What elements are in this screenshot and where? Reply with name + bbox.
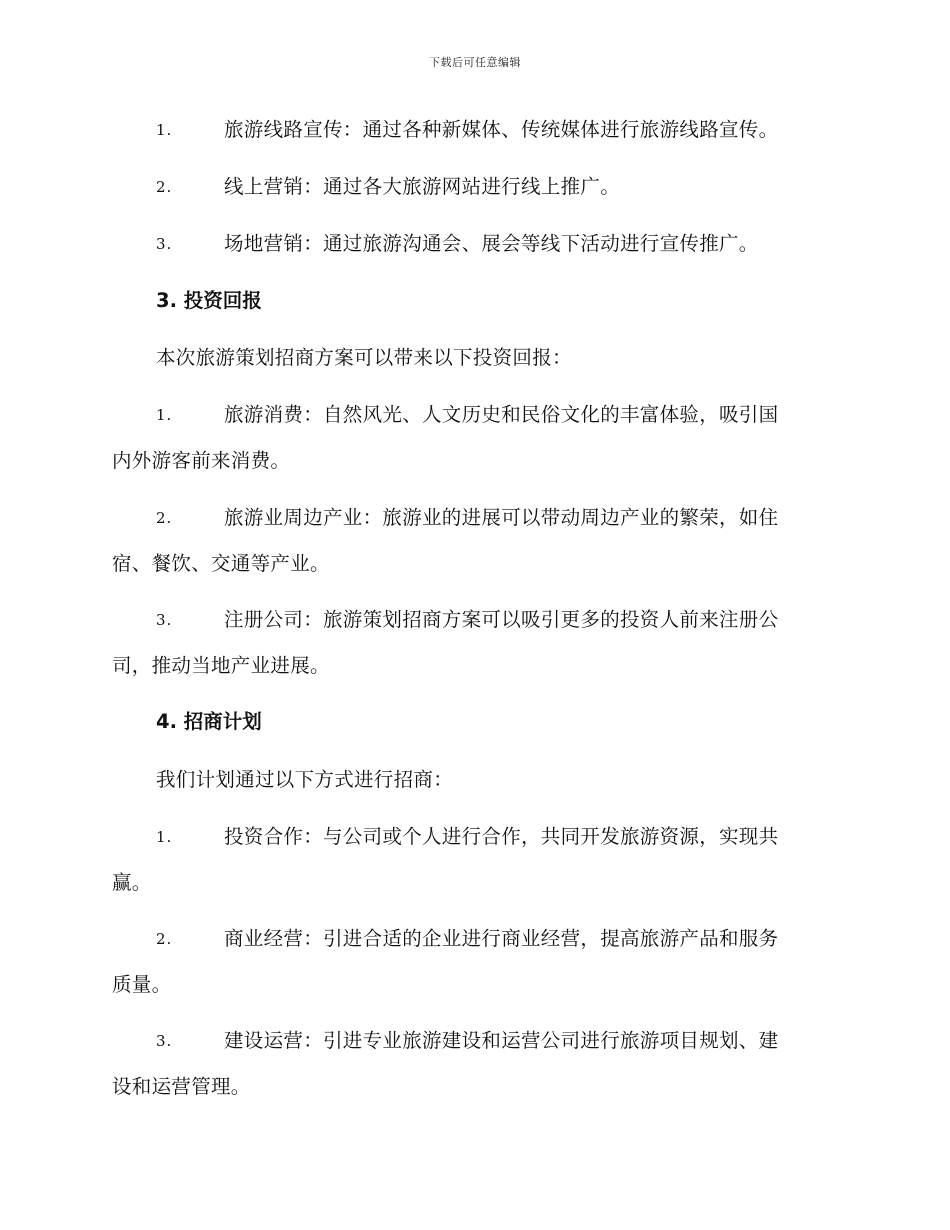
page-header: 下载后可任意编辑 (429, 56, 521, 69)
section-intro: 我们计划通过以下方式进行招商： (156, 768, 454, 791)
section-heading: 4. 招商计划 (156, 710, 262, 733)
list-item (112, 1018, 836, 1064)
section-intro: 本次旅游策划招商方案可以带来以下投资回报： (156, 346, 572, 369)
list-number: 1. (156, 828, 173, 846)
list-text: 投资合作：与公司或个人进行合作，共同开发旅游资源，实现共 (224, 825, 779, 848)
list-item (112, 392, 836, 438)
list-item (112, 107, 836, 153)
list-text: 旅游线路宣传：通过各种新媒体、传统媒体进行旅游线路宣传。 (224, 118, 779, 141)
section-heading: 3. 投资回报 (156, 289, 262, 312)
list-text-continued: 设和运营管理。 (112, 1075, 251, 1098)
list-text: 场地营销：通过旅游沟通会、展会等线下活动进行宣传推广。 (224, 232, 759, 255)
list-item (112, 597, 836, 643)
list-text: 旅游业周边产业：旅游业的进展可以带动周边产业的繁荣，如住 (224, 506, 779, 529)
list-number: 1. (156, 406, 173, 424)
list-number: 2. (156, 509, 173, 527)
list-number: 2. (156, 178, 173, 196)
list-text-continued: 赢。 (112, 871, 152, 894)
list-number: 1. (156, 121, 173, 139)
list-text-continued: 司，推动当地产业进展。 (112, 654, 330, 677)
list-item (112, 164, 836, 210)
list-item (112, 814, 836, 860)
list-text-continued: 宿、餐饮、交通等产业。 (112, 552, 330, 575)
list-number: 3. (156, 235, 173, 253)
list-number: 3. (156, 611, 173, 629)
list-text: 线上营销：通过各大旅游网站进行线上推广。 (224, 175, 621, 198)
list-number: 2. (156, 930, 173, 948)
list-item (112, 916, 836, 962)
list-item (112, 495, 836, 541)
list-item (112, 221, 836, 267)
list-text: 注册公司：旅游策划招商方案可以吸引更多的投资人前来注册公 (224, 608, 779, 631)
list-text-continued: 内外游客前来消费。 (112, 449, 291, 472)
list-text: 旅游消费：自然风光、人文历史和民俗文化的丰富体验，吸引国 (224, 403, 779, 426)
list-text-continued: 质量。 (112, 973, 172, 996)
list-text: 建设运营：引进专业旅游建设和运营公司进行旅游项目规划、建 (224, 1029, 779, 1052)
list-number: 3. (156, 1032, 173, 1050)
list-text: 商业经营：引进合适的企业进行商业经营，提高旅游产品和服务 (224, 927, 779, 950)
